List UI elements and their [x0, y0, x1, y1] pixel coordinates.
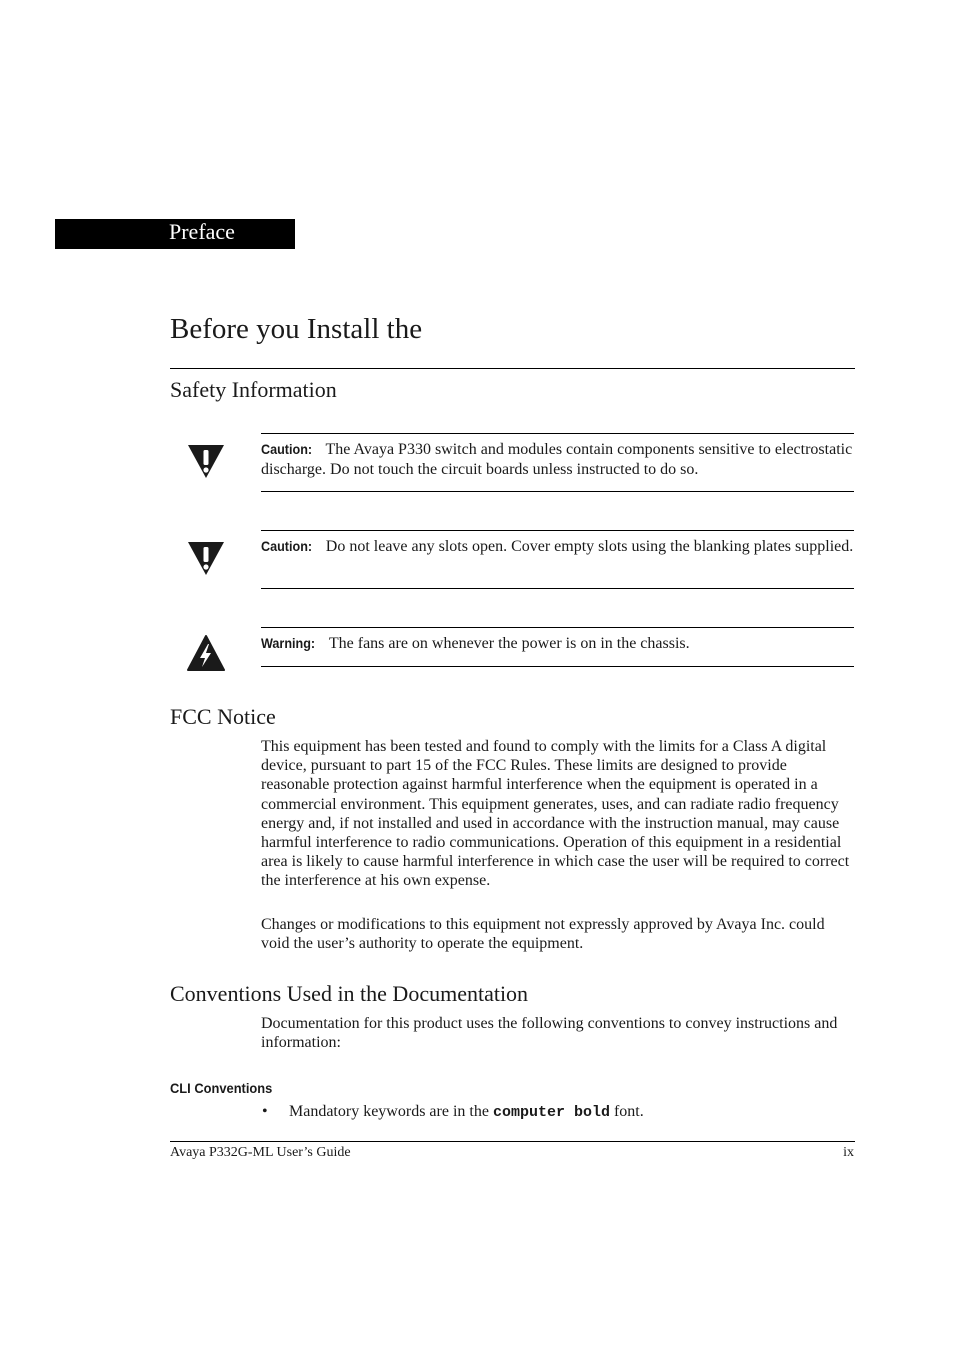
electrical-warning-icon	[186, 634, 226, 674]
notice-caution-slots	[261, 537, 854, 557]
notice-caution-esd	[261, 440, 854, 479]
cli-conventions-heading: CLI Conventions	[170, 1080, 273, 1096]
fcc-heading: FCC Notice	[170, 704, 276, 729]
fcc-paragraph: Changes or modifications to this equipment not expressly approved by Avaya Inc. could void the user’s authority to operate the equipment.	[261, 916, 825, 953]
fcc-paragraph: This equipment has been tested and found to comply with the limits for a Class A digital device, pursuant to part 15 of the FCC Rules. These limits are designed to provide reasonable protection against harmful interference when the equipment is operated in a commercial environment. This equipment generates, uses, and can radiate radio frequency energy and, if not installed and used in accordance with the instruction manual, may cause harmful interference to radio communications. Operation of this equipment in a residential area is likely to cause harmful interference in which case the user will be required to correct the interference at his own expense.	[261, 738, 850, 890]
bullet-marker: •	[262, 1103, 268, 1120]
notice-body: The fans are on whenever the power is on in the chassis.	[328, 635, 690, 652]
notice-rule-bottom	[261, 491, 854, 492]
notice-rule-top	[261, 433, 854, 434]
conventions-intro: Documentation for this product uses the following conventions to convey instructions and information:	[261, 1015, 838, 1052]
notice-label: Warning:	[261, 635, 316, 651]
list-item	[289, 1102, 644, 1122]
chapter-title: Before you Install the	[170, 313, 423, 345]
notice-rule-bottom	[261, 666, 854, 667]
bullet-text-before: Mandatory keywords are in the	[289, 1103, 489, 1120]
caution-icon	[186, 538, 226, 578]
page-number: ix	[843, 1145, 854, 1160]
code-sample: computer bold	[492, 1104, 610, 1121]
notice-rule-bottom	[261, 588, 854, 589]
conventions-heading: Conventions Used in the Documentation	[170, 981, 529, 1006]
notice-label: Caution:	[261, 441, 313, 457]
notice-rule-top	[261, 530, 854, 531]
notice-body: Do not leave any slots open. Cover empty slots using the blanking plates supplied.	[325, 538, 854, 555]
caution-icon	[186, 441, 226, 481]
footer-rule	[170, 1141, 855, 1142]
chapter-rule	[170, 368, 855, 369]
notice-label: Caution:	[261, 538, 313, 554]
bullet-text-after: font.	[613, 1103, 644, 1120]
safety-heading: Safety Information	[170, 377, 337, 402]
notice-body: The Avaya P330 switch and modules contain components sensitive to electrostatic discharge. Do not touch the circuit boards unless instructed to do so.	[261, 441, 853, 478]
footer-title: Avaya P332G-ML User’s Guide	[170, 1145, 351, 1160]
preface-tab	[55, 219, 295, 249]
preface-tab-label: Preface	[169, 219, 235, 244]
notice-rule-top	[261, 627, 854, 628]
notice-warning-fans	[261, 634, 854, 654]
